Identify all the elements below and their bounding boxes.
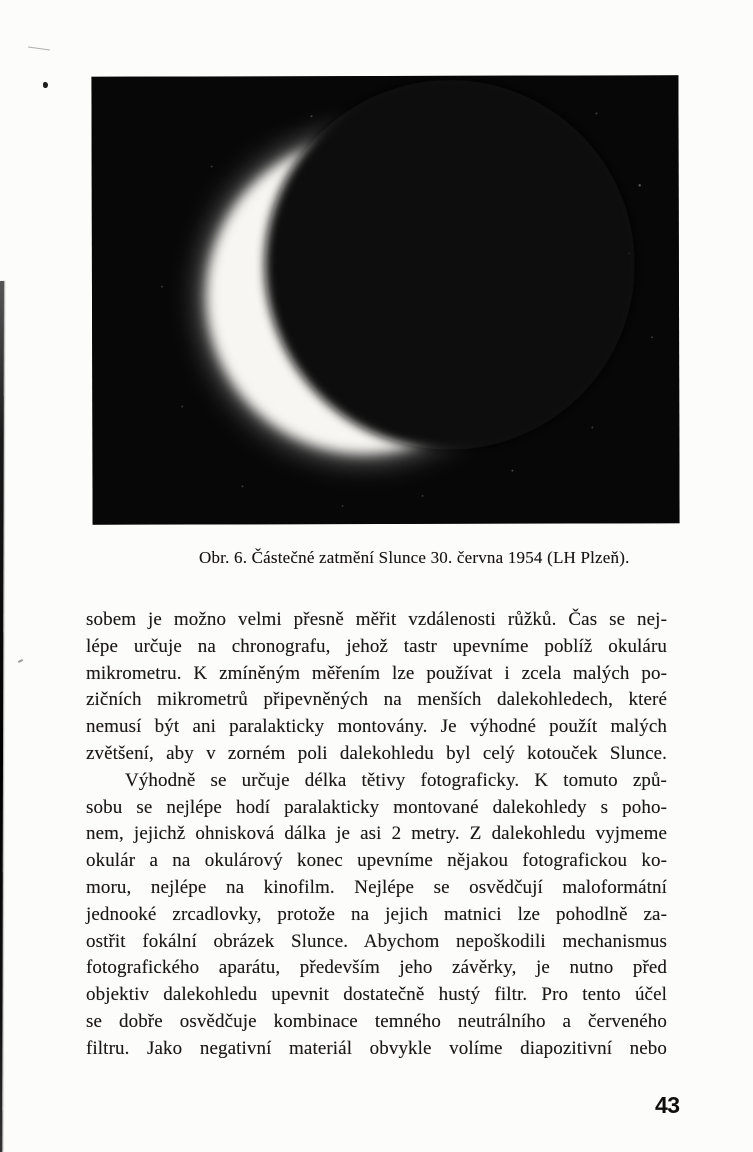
- text-line: mikrometru. K zmíněným měřením lze používat i zcela malých po-: [86, 662, 667, 684]
- text-line: ostřit fokální obrázek Slunce. Abychom nepoškodili mechanismus: [86, 930, 667, 952]
- text-line: filtru. Jako negativní materiál obvykle volíme diapozitivní nebo: [86, 1037, 667, 1059]
- text-line: objektiv dalekohledu upevnit dostatečně hustý filtr. Pro tento účel: [86, 984, 667, 1006]
- text-line: Výhodně se určuje délka tětivy fotograficky. K tomuto způ-: [125, 769, 667, 791]
- eclipse-photo: [91, 75, 679, 525]
- text-line: okulár a na okulárový konec upevníme nějakou fotografickou ko-: [86, 850, 667, 872]
- figure-caption: Obr. 6. Částečné zatmění Slunce 30. června 1954 (LH Plzeň).: [199, 548, 630, 567]
- text-block: [86, 607, 667, 1063]
- text-line: zvětšení, aby v zorném poli dalekohledu byl celý kotouček Slunce.: [86, 742, 667, 764]
- text-line: nem, jejichž ohnisková dálka je asi 2 metry. Z dalekohledu vyjmeme: [86, 823, 667, 845]
- scan-speck-artifact: [18, 659, 23, 663]
- eclipse-crescent-graphic: [91, 75, 679, 525]
- text-line: moru, nejlépe na kinofilm. Nejlépe se osvědčují maloformátní: [86, 876, 667, 898]
- text-line: sobem je možno velmi přesně měřit vzdálenosti růžků. Čas se nej-: [86, 609, 667, 630]
- moon-disk: [264, 79, 635, 450]
- page-number: 43: [655, 1092, 680, 1118]
- text-line: sobu se nejlépe hodí paralakticky montované dalekohledy s poho-: [86, 796, 667, 818]
- text-line: nemusí být ani paralakticky montovány. Je výhodné použít malých: [86, 716, 667, 738]
- text-line: jednooké zrcadlovky, protože na jejich matnici lze pohodlně za-: [86, 903, 667, 925]
- text-line: zičních mikrometrů připevněných na menších dalekohledech, které: [86, 689, 667, 711]
- scan-binding-edge: [0, 281, 4, 1152]
- text-line: fotografického aparátu, především jeho závěrky, je nutno před: [86, 957, 667, 979]
- scan-dot-artifact: [43, 82, 48, 88]
- text-line: se dobře osvědčuje kombinace temného neutrálního a červeného: [86, 1010, 667, 1032]
- scan-hairline-artifact: [28, 46, 50, 50]
- text-line: lépe určuje na chronografu, jehož tastr upevníme poblíž okuláru: [86, 635, 667, 657]
